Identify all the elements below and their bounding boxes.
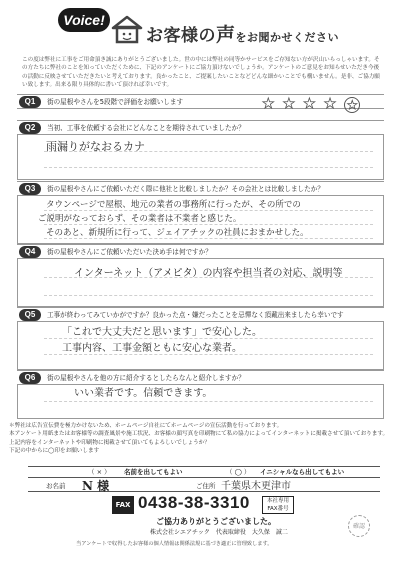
question-bar-q4: Q4 街の屋根やさんにご依頼いただいた決め手は何ですか？	[17, 244, 384, 259]
answer-q3-line3: そのあと、新規所に行って、ジェイアチックの社員におまかせした。	[46, 228, 309, 238]
fax-number: 0438-38-3310	[138, 493, 250, 512]
answer-q2: 雨漏りがなおるカナ	[46, 140, 145, 153]
question-bar-q5: Q5 工事が終わってみていかがですか？良かった点・嫌だったことを忌憚なく頂戴出来ましたら幸いです	[17, 307, 384, 322]
house-icon	[110, 14, 144, 44]
question-bar-q1: Q1 街の屋根やさんを5段階で評価をお願いします	[17, 94, 384, 109]
option-b-label: イニシャルなら出してもよい	[260, 468, 345, 476]
answer-q5-line1: 「これで大丈夫だと思います」で安心した。	[62, 327, 262, 338]
star-icon[interactable]: ★	[323, 96, 337, 112]
company-name: 株式会社シエアチック 代表取締役 大久保 誠二	[150, 529, 288, 536]
publication-options	[28, 466, 380, 478]
answer-q5-line2: 工事内容、工事金額ともに安心な業者。	[62, 343, 242, 354]
fax-label: FAX	[112, 496, 134, 514]
option-b-mark[interactable]: （ ◯ ）	[226, 468, 251, 476]
seal-stamp: 確認	[348, 515, 370, 537]
rating-stars[interactable]	[262, 97, 360, 113]
privacy-footnote: 当アンケートで収得したお客様の個人情報は関係法規に基づき適正に管理致します。	[76, 541, 273, 547]
customer-info	[28, 478, 380, 492]
answer-q3-line2: ご説明がなっておらず、その業者は不業者と感じた。	[38, 214, 242, 224]
answer-q3-line1: タウンページで屋根、地元の業者の事務所に行ったが、その所での	[46, 200, 301, 210]
star-icon[interactable]: ★	[262, 96, 275, 112]
answer-q6: いい業者です。信頼できます。	[74, 388, 213, 399]
star-icon-selected[interactable]: ★	[344, 97, 360, 113]
name-label: お名前	[46, 482, 66, 490]
question-bar-q2: Q2 当初、工事を依頼する会社にどんなことを期待されていましたか？	[17, 120, 384, 135]
question-bar-q6: Q6 街の屋根やさんを他の方に紹介するとしたらなんと紹介しますか？	[17, 370, 384, 385]
voice-badge: Voice!	[58, 8, 110, 32]
option-a-label: 名前を出してもよい	[124, 468, 183, 476]
page-title: お客様の声をお聞かせください	[146, 24, 340, 46]
star-icon[interactable]: ★	[282, 96, 296, 112]
star-icon[interactable]: ★	[303, 96, 316, 112]
address-label: ご住所	[196, 482, 216, 490]
publication-notes: ＊弊社は広告宣伝費を極力かけないため、ホームページ自社にてホームページの宣伝活動を行っております。 本アンケート用紙またはお客様等の調査風景や施工状況、お客様の顔写真を印刷物にて私の協力によってインターネットに掲載させて頂いております。 上記内容をインターネットや印刷物に掲載させて頂いてもよろしいでしょうか？ 下記の中からに◯印をお願いします	[9, 423, 389, 455]
intro-text: この度は弊社に工事をご用命頂き誠にありがとうございました。世の中には弊社の同等かサービスをご存知ない方が沢山いらっしゃいます。その方たちに弊社のことを知っていただくために、下記のアンケートにご協力頂けないでしょうか。アンケートのご意見をお知らせいただき今後の活動に反映させていただきたいと考えております。良かったこと、ご提案したいことなどどんな細かいことでも構いません。是非、ご協力願い致します。出来る限り具体的に書いて頂ければ幸いです。	[22, 57, 380, 89]
customer-name: N 様	[82, 479, 110, 493]
fax-block	[112, 494, 298, 516]
thanks-text: ご協力ありがとうございました。	[156, 517, 276, 526]
option-a-mark[interactable]: （ × ）	[88, 468, 111, 476]
question-bar-q3: Q3 街の屋根やさんにご依頼いただく際に他社と比較しましたか？その会社とは比較しましたか？	[17, 181, 384, 196]
fax-side-label: 本社専用 FAX番号	[262, 496, 294, 514]
customer-address: 千葉県木更津市	[221, 481, 291, 492]
answer-q4: インターネット（アメピタ）の内容や担当者の対応、説明等	[74, 268, 343, 279]
